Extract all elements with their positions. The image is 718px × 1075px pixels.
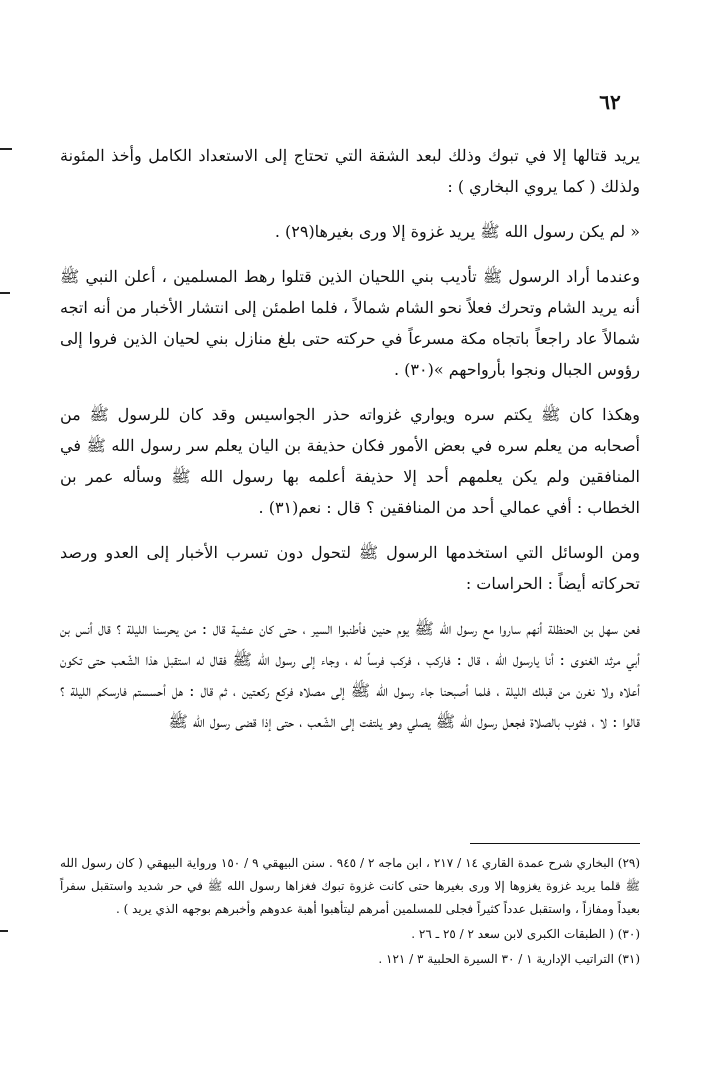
paragraph: ومن الوسائل التي استخدمها الرسول ﷺ لتحول دون تسرب الأخبار إلى العدو ورصد تحركاته أيضاً : الحراسات : (60, 543, 640, 593)
footnote: (٢٩) البخاري شرح عمدة القاري ١٤ / ٢١٧ ، ابن ماجه ٢ / ٩٤٥ . سنن البيهقي ٩ / ١٥٠ ورواية البيهقي ( كان رسول الله ﷺ قلما يريد غزوة يغزوها إلا ورى بغيرها حتى كانت غزوة تبوك فغزاها رسول الله ﷺ في حر شديد واستقبل سفراً بعيداً ومفازاً ، واستقبل عدداً كثيراً فجلى للمسلمين أمرهم ليتأهبوا أهبة عدوهم وأخبرهم بوجهه الذي يريد ) . (60, 856, 641, 916)
paragraph: وعندما أراد الرسول ﷺ تأديب بني اللحيان الذين قتلوا رهط المسلمين ، أعلن النبي ﷺ أنه يريد الشام وتحرك فعلاً نحو الشام شمالاً ، فلما اطمئن إلى انتشار الأخبار من أنه اتجه شمالاً عاد راجعاً باتجاه مكة مسرعاً في حركته حتى بلغ منازل بني لحيان الذين فروا إلى رؤوس الجبال ونجوا بأرواحهم »(٣٠) . (60, 267, 640, 379)
main-text (60, 140, 640, 751)
scan-edge-mark (0, 292, 10, 294)
paragraph: يريد قتالها إلا في تبوك وذلك لبعد الشقة التي تحتاج إلى الاستعداد الكامل وأخذ المئونة ولذلك ( كما يروي البخاري ) : (60, 146, 641, 196)
paragraph: وهكذا كان ﷺ يكتم سره ويواري غزواته حذر الجواسيس وقد كان للرسول ﷺ من أصحابه من يعلم سره في بعض الأمور فكان حذيفة بن اليان يعلم سر رسول الله ﷺ في المنافقين ولم يكن يعلمهم أحد إلا حذيفة أعلمه بها رسول الله ﷺ وسأله عمر بن الخطاب : أفي عمالي أحد من المنافقين ؟ قال : نعم(٣١) . (60, 405, 640, 517)
scan-edge-mark (0, 148, 12, 150)
footnote: (٣١) التراتيب الإدارية ١ / ٣٠ السيرة الحلبية ٣ / ١٢١ . (378, 952, 640, 966)
scan-edge-mark (0, 930, 8, 932)
page-number: ٦٢ (599, 90, 621, 114)
footnote: (٣٠) ( الطبقات الكبرى لابن سعد ٢ / ٢٥ ـ ٢٦ . (411, 927, 640, 941)
footnote-divider (470, 843, 640, 844)
paragraph: فعن سهل بن الحنظلة أنهم ساروا مع رسول الله ﷺ يوم حنين فأطنبوا السير ، حتى كان عشية قال : من يحرسنا الليلة ؟ قال أنس بن أبي مرثد الغنوى : أنا يارسول الله ، قال : فاركب ، فركب فرساً له ، وجاء إلى رسول الله ﷺ فقال له استقبل هذا الشّعب حتى تكون أعلاه ولا نغرن من قبلك الليلة ، فلما أصبحنا جاء رسول الله ﷺ إلى مصلاه فركع ركعتين ، ثم قال : هل أحسستم فارسكم الليلة ؟ قالوا : لا ، فثوب بالصلاة فجعل رسول الله ﷺ يصلي وهو يلتفت إلى الشّعب ، حتى إذا قضى رسول الله ﷺ (60, 619, 640, 731)
footnotes (60, 852, 640, 973)
paragraph: « لم يكن رسول الله ﷺ يريد غزوة إلا ورى بغيرها(٢٩) . (274, 222, 640, 241)
